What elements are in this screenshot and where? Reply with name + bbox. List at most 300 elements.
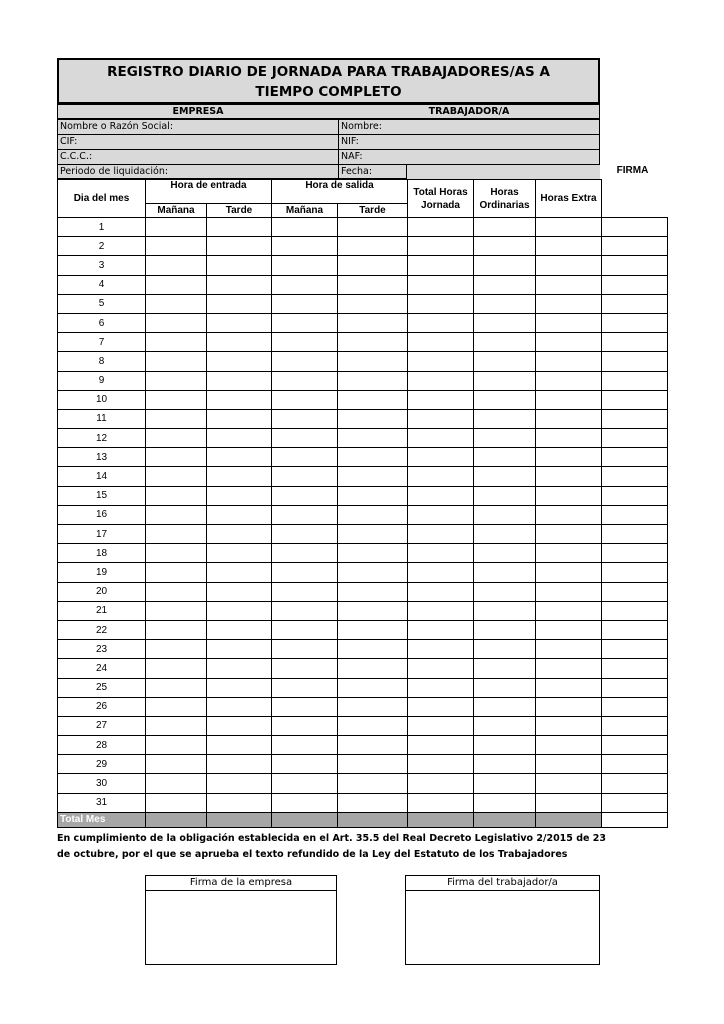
hour-cell[interactable]	[272, 505, 338, 524]
hour-cell[interactable]	[338, 275, 408, 294]
nif-field: NIF:	[341, 136, 359, 147]
firma-cell[interactable]	[602, 448, 668, 467]
hour-cell[interactable]	[536, 793, 602, 812]
firma-cell[interactable]	[602, 774, 668, 793]
table-row	[58, 544, 668, 563]
hour-cell[interactable]	[408, 352, 474, 371]
firma-cell[interactable]	[602, 237, 668, 256]
total-cell[interactable]	[408, 812, 474, 827]
hour-cell[interactable]	[338, 218, 408, 237]
hour-cell[interactable]	[474, 697, 536, 716]
nombre-razon-field: Nombre o Razón Social:	[60, 121, 174, 132]
hour-cell[interactable]	[408, 256, 474, 275]
firma-empresa-box[interactable]	[145, 875, 337, 965]
hour-cell[interactable]	[408, 429, 474, 448]
hour-cell[interactable]	[536, 294, 602, 313]
hour-cell[interactable]	[536, 716, 602, 735]
table-row	[58, 640, 668, 659]
hour-cell[interactable]	[207, 620, 272, 639]
hour-cell[interactable]	[272, 429, 338, 448]
hour-cell[interactable]	[474, 467, 536, 486]
hour-cell[interactable]	[338, 793, 408, 812]
table-row	[58, 755, 668, 774]
hour-cell[interactable]	[146, 678, 207, 697]
firma-cell[interactable]	[602, 793, 668, 812]
hour-cell[interactable]	[408, 563, 474, 582]
hour-cell[interactable]	[474, 352, 536, 371]
hour-cell[interactable]	[338, 294, 408, 313]
field-line	[58, 134, 599, 135]
hour-cell[interactable]	[338, 582, 408, 601]
hour-cell[interactable]	[272, 620, 338, 639]
hour-cell[interactable]	[338, 716, 408, 735]
firma-label: FIRMA	[616, 165, 649, 176]
total-cell[interactable]	[207, 812, 272, 827]
hour-cell[interactable]	[272, 716, 338, 735]
hour-cell[interactable]	[146, 429, 207, 448]
hour-cell[interactable]	[536, 313, 602, 332]
hour-cell[interactable]	[207, 601, 272, 620]
hour-cell[interactable]	[474, 486, 536, 505]
firma-trabajador-label: Firma del trabajador/a	[406, 876, 599, 891]
hour-cell[interactable]	[408, 736, 474, 755]
day-number: 3	[58, 256, 146, 275]
hour-cell[interactable]	[146, 601, 207, 620]
firma-cell[interactable]	[602, 256, 668, 275]
firma-cell[interactable]	[602, 544, 668, 563]
trabajador-label: TRABAJADOR/A	[428, 106, 510, 117]
hour-cell[interactable]	[338, 505, 408, 524]
firma-cell[interactable]	[602, 352, 668, 371]
hour-cell[interactable]	[146, 736, 207, 755]
hour-cell[interactable]	[408, 678, 474, 697]
hour-cell[interactable]	[408, 525, 474, 544]
hour-cell[interactable]	[536, 774, 602, 793]
hour-cell[interactable]	[536, 640, 602, 659]
hour-cell[interactable]	[338, 601, 408, 620]
hour-cell[interactable]	[408, 313, 474, 332]
hour-cell[interactable]	[272, 294, 338, 313]
hour-cell[interactable]	[408, 774, 474, 793]
hour-cell[interactable]	[474, 371, 536, 390]
hour-cell[interactable]	[146, 640, 207, 659]
hour-cell[interactable]	[272, 755, 338, 774]
table-row	[58, 659, 668, 678]
hour-cell[interactable]	[207, 218, 272, 237]
hour-cell[interactable]	[272, 313, 338, 332]
hour-cell[interactable]	[272, 352, 338, 371]
day-number: 12	[58, 429, 146, 448]
hour-cell[interactable]	[408, 237, 474, 256]
hour-cell[interactable]	[536, 275, 602, 294]
hour-cell[interactable]	[338, 736, 408, 755]
hour-cell[interactable]	[536, 697, 602, 716]
hour-cell[interactable]	[272, 544, 338, 563]
hour-cell[interactable]	[474, 793, 536, 812]
hour-cell[interactable]	[272, 409, 338, 428]
hour-cell[interactable]	[272, 218, 338, 237]
hour-cell[interactable]	[272, 371, 338, 390]
hour-cell[interactable]	[338, 640, 408, 659]
hour-cell[interactable]	[474, 218, 536, 237]
firma-cell[interactable]	[602, 333, 668, 352]
hour-cell[interactable]	[207, 294, 272, 313]
nombre-field: Nombre:	[341, 121, 382, 132]
hour-cell[interactable]	[146, 774, 207, 793]
table-row	[58, 563, 668, 582]
hour-cell[interactable]	[338, 620, 408, 639]
hour-cell[interactable]	[408, 371, 474, 390]
hour-cell[interactable]	[536, 505, 602, 524]
hour-cell[interactable]	[536, 448, 602, 467]
hour-cell[interactable]	[146, 256, 207, 275]
day-number: 2	[58, 237, 146, 256]
total-cell[interactable]	[338, 812, 408, 827]
firma-cell[interactable]	[602, 582, 668, 601]
hour-cell[interactable]	[207, 716, 272, 735]
col-entrada-manana: Mañana	[146, 204, 207, 218]
hour-cell[interactable]	[207, 467, 272, 486]
hour-cell[interactable]	[146, 582, 207, 601]
hour-cell[interactable]	[146, 371, 207, 390]
firma-cell[interactable]	[602, 716, 668, 735]
hour-cell[interactable]	[408, 333, 474, 352]
hour-cell[interactable]	[272, 582, 338, 601]
firma-cell[interactable]	[602, 697, 668, 716]
hour-cell[interactable]	[207, 736, 272, 755]
hour-cell[interactable]	[536, 218, 602, 237]
hour-cell[interactable]	[474, 678, 536, 697]
total-cell[interactable]	[272, 812, 338, 827]
hour-cell[interactable]	[474, 429, 536, 448]
hour-cell[interactable]	[146, 793, 207, 812]
hour-cell[interactable]	[338, 448, 408, 467]
hour-cell[interactable]	[536, 544, 602, 563]
hour-cell[interactable]	[474, 544, 536, 563]
hour-cell[interactable]	[536, 678, 602, 697]
hour-cell[interactable]	[338, 525, 408, 544]
hour-cell[interactable]	[474, 448, 536, 467]
total-cell[interactable]	[146, 812, 207, 827]
table-row	[58, 275, 668, 294]
hour-cell[interactable]	[474, 256, 536, 275]
hour-cell[interactable]	[474, 294, 536, 313]
hour-cell[interactable]	[272, 275, 338, 294]
day-number: 4	[58, 275, 146, 294]
hour-cell[interactable]	[408, 620, 474, 639]
hour-cell[interactable]	[338, 371, 408, 390]
hour-cell[interactable]	[474, 774, 536, 793]
hour-cell[interactable]	[536, 525, 602, 544]
firma-cell[interactable]	[602, 390, 668, 409]
hour-cell[interactable]	[272, 448, 338, 467]
hour-cell[interactable]	[272, 563, 338, 582]
hour-cell[interactable]	[207, 774, 272, 793]
hour-cell[interactable]	[408, 659, 474, 678]
hour-cell[interactable]	[474, 716, 536, 735]
hour-cell[interactable]	[474, 313, 536, 332]
hour-cell[interactable]	[272, 237, 338, 256]
hour-cell[interactable]	[408, 640, 474, 659]
hour-cell[interactable]	[272, 601, 338, 620]
hour-cell[interactable]	[146, 275, 207, 294]
hour-cell[interactable]	[408, 755, 474, 774]
day-number: 29	[58, 755, 146, 774]
hour-cell[interactable]	[474, 640, 536, 659]
day-number: 25	[58, 678, 146, 697]
hour-cell[interactable]	[146, 505, 207, 524]
hour-cell[interactable]	[536, 620, 602, 639]
hour-cell[interactable]	[474, 620, 536, 639]
table-row	[58, 486, 668, 505]
firma-cell[interactable]	[602, 678, 668, 697]
hour-cell[interactable]	[207, 371, 272, 390]
table-row	[58, 525, 668, 544]
hour-cell[interactable]	[146, 659, 207, 678]
hour-cell[interactable]	[536, 237, 602, 256]
hour-cell[interactable]	[146, 390, 207, 409]
hour-cell[interactable]	[338, 390, 408, 409]
firma-cell[interactable]	[602, 409, 668, 428]
hour-cell[interactable]	[146, 620, 207, 639]
hour-cell[interactable]	[474, 409, 536, 428]
hour-cell[interactable]	[408, 409, 474, 428]
hour-cell[interactable]	[536, 467, 602, 486]
firma-cell[interactable]	[602, 371, 668, 390]
hour-cell[interactable]	[536, 333, 602, 352]
day-number: 18	[58, 544, 146, 563]
day-rows	[58, 218, 668, 813]
table-row	[58, 429, 668, 448]
hour-cell[interactable]	[272, 659, 338, 678]
hour-cell[interactable]	[408, 601, 474, 620]
hour-cell[interactable]	[536, 755, 602, 774]
hour-cell[interactable]	[207, 697, 272, 716]
hour-cell[interactable]	[536, 736, 602, 755]
ccc-field: C.C.C.:	[60, 151, 93, 162]
hour-cell[interactable]	[207, 275, 272, 294]
hour-cell[interactable]	[207, 313, 272, 332]
hour-cell[interactable]	[207, 525, 272, 544]
hour-cell[interactable]	[207, 640, 272, 659]
hour-cell[interactable]	[338, 774, 408, 793]
firma-cell[interactable]	[602, 736, 668, 755]
total-cell[interactable]	[536, 812, 602, 827]
hour-cell[interactable]	[338, 486, 408, 505]
hour-cell[interactable]	[408, 390, 474, 409]
hour-cell[interactable]	[474, 755, 536, 774]
hour-cell[interactable]	[272, 640, 338, 659]
hour-cell[interactable]	[207, 486, 272, 505]
hour-cell[interactable]	[536, 256, 602, 275]
firma-cell[interactable]	[602, 505, 668, 524]
hour-cell[interactable]	[146, 409, 207, 428]
hour-cell[interactable]	[474, 237, 536, 256]
hour-cell[interactable]	[338, 237, 408, 256]
hour-cell[interactable]	[207, 563, 272, 582]
hour-cell[interactable]	[536, 563, 602, 582]
hour-cell[interactable]	[207, 237, 272, 256]
hour-cell[interactable]	[338, 755, 408, 774]
hour-cell[interactable]	[338, 333, 408, 352]
hour-cell[interactable]	[272, 467, 338, 486]
hour-cell[interactable]	[338, 678, 408, 697]
hour-cell[interactable]	[408, 505, 474, 524]
hour-cell[interactable]	[474, 582, 536, 601]
firma-cell[interactable]	[602, 755, 668, 774]
firma-cell[interactable]	[602, 640, 668, 659]
hour-cell[interactable]	[536, 486, 602, 505]
hour-cell[interactable]	[272, 256, 338, 275]
hour-cell[interactable]	[474, 525, 536, 544]
day-number: 27	[58, 716, 146, 735]
hour-cell[interactable]	[474, 505, 536, 524]
hour-cell[interactable]	[207, 333, 272, 352]
hour-cell[interactable]	[207, 582, 272, 601]
hour-cell[interactable]	[207, 793, 272, 812]
hour-cell[interactable]	[272, 390, 338, 409]
hour-cell[interactable]	[474, 333, 536, 352]
hour-cell[interactable]	[474, 601, 536, 620]
hour-cell[interactable]	[272, 333, 338, 352]
hour-cell[interactable]	[408, 697, 474, 716]
hour-cell[interactable]	[338, 697, 408, 716]
hour-cell[interactable]	[146, 697, 207, 716]
hour-cell[interactable]	[146, 563, 207, 582]
hour-cell[interactable]	[272, 697, 338, 716]
day-number: 30	[58, 774, 146, 793]
hour-cell[interactable]	[474, 736, 536, 755]
hour-cell[interactable]	[146, 218, 207, 237]
hour-cell[interactable]	[146, 294, 207, 313]
col-salida-header: Hora de salida	[272, 180, 408, 204]
hour-cell[interactable]	[272, 774, 338, 793]
hour-cell[interactable]	[408, 486, 474, 505]
firma-cell[interactable]	[602, 601, 668, 620]
hour-cell[interactable]	[207, 659, 272, 678]
hour-cell[interactable]	[338, 429, 408, 448]
fecha-field-box[interactable]	[406, 165, 600, 179]
hour-cell[interactable]	[338, 256, 408, 275]
hour-cell[interactable]	[146, 716, 207, 735]
hour-cell[interactable]	[207, 429, 272, 448]
firma-cell[interactable]	[602, 429, 668, 448]
table-row	[58, 467, 668, 486]
hour-cell[interactable]	[474, 659, 536, 678]
hour-cell[interactable]	[146, 544, 207, 563]
hour-cell[interactable]	[338, 659, 408, 678]
hour-cell[interactable]	[272, 525, 338, 544]
hour-cell[interactable]	[272, 678, 338, 697]
hour-cell[interactable]	[338, 409, 408, 428]
hour-cell[interactable]	[408, 582, 474, 601]
hour-cell[interactable]	[474, 563, 536, 582]
day-number: 20	[58, 582, 146, 601]
firma-cell[interactable]	[602, 313, 668, 332]
table-row	[58, 237, 668, 256]
hour-cell[interactable]	[207, 678, 272, 697]
hour-cell[interactable]	[536, 409, 602, 428]
hours-table	[57, 179, 668, 828]
hour-cell[interactable]	[536, 352, 602, 371]
hour-cell[interactable]	[536, 371, 602, 390]
hour-cell[interactable]	[207, 352, 272, 371]
hour-cell[interactable]	[207, 448, 272, 467]
hour-cell[interactable]	[207, 505, 272, 524]
hour-cell[interactable]	[272, 736, 338, 755]
hour-cell[interactable]	[146, 313, 207, 332]
hour-cell[interactable]	[474, 275, 536, 294]
table-row	[58, 620, 668, 639]
hour-cell[interactable]	[272, 793, 338, 812]
firma-cell[interactable]	[602, 563, 668, 582]
hour-cell[interactable]	[408, 275, 474, 294]
hour-cell[interactable]	[408, 294, 474, 313]
periodo-field: Periodo de liquidación:	[60, 166, 169, 177]
firma-cell[interactable]	[602, 525, 668, 544]
hour-cell[interactable]	[338, 313, 408, 332]
hour-cell[interactable]	[146, 486, 207, 505]
hour-cell[interactable]	[338, 563, 408, 582]
hour-cell[interactable]	[146, 448, 207, 467]
hour-cell[interactable]	[338, 352, 408, 371]
hour-cell[interactable]	[408, 448, 474, 467]
hour-cell[interactable]	[536, 429, 602, 448]
hour-cell[interactable]	[408, 218, 474, 237]
hour-cell[interactable]	[536, 601, 602, 620]
table-row	[58, 333, 668, 352]
hour-cell[interactable]	[146, 467, 207, 486]
firma-cell[interactable]	[602, 620, 668, 639]
firma-cell[interactable]	[602, 486, 668, 505]
hour-cell[interactable]	[408, 793, 474, 812]
total-firma-cell[interactable]	[602, 812, 668, 827]
firma-cell[interactable]	[602, 659, 668, 678]
hour-cell[interactable]	[207, 256, 272, 275]
hour-cell[interactable]	[146, 333, 207, 352]
hour-cell[interactable]	[338, 544, 408, 563]
hour-cell[interactable]	[207, 755, 272, 774]
hour-cell[interactable]	[207, 544, 272, 563]
hour-cell[interactable]	[146, 755, 207, 774]
day-number: 9	[58, 371, 146, 390]
hour-cell[interactable]	[408, 716, 474, 735]
col-ordinarias-header: Horas Ordinarias	[474, 180, 536, 218]
day-number: 31	[58, 793, 146, 812]
hour-cell[interactable]	[536, 659, 602, 678]
firma-cell[interactable]	[602, 275, 668, 294]
firma-cell[interactable]	[602, 467, 668, 486]
table-row	[58, 697, 668, 716]
total-cell[interactable]	[474, 812, 536, 827]
col-salida-tarde: Tarde	[338, 204, 408, 218]
firma-cell[interactable]	[602, 218, 668, 237]
hour-cell[interactable]	[536, 582, 602, 601]
hour-cell[interactable]	[272, 486, 338, 505]
firma-cell[interactable]	[602, 294, 668, 313]
hour-cell[interactable]	[146, 525, 207, 544]
hour-cell[interactable]	[146, 237, 207, 256]
firma-trabajador-box[interactable]	[405, 875, 600, 965]
hour-cell[interactable]	[408, 467, 474, 486]
hour-cell[interactable]	[474, 390, 536, 409]
hour-cell[interactable]	[207, 390, 272, 409]
hour-cell[interactable]	[536, 390, 602, 409]
hour-cell[interactable]	[207, 409, 272, 428]
hour-cell[interactable]	[408, 544, 474, 563]
hour-cell[interactable]	[146, 352, 207, 371]
hour-cell[interactable]	[338, 467, 408, 486]
